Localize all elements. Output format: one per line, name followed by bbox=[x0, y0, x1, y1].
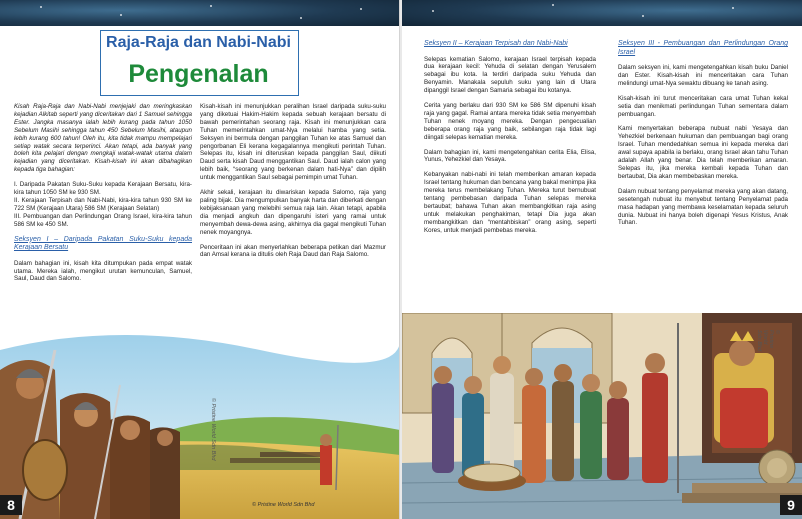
section-3-paragraph-4: Dalam nubuat tentang penyelamat mereka yang akan datang, sesetengah nubuat itu menyebut tentang Penyelamat pada masa hadapan yang membawa keselamatan kepada seluruh dunia. Nubuat ini hanya boleh digenapi Yesus Kristus, Anak Tuhan. bbox=[618, 187, 788, 227]
throne-room-drawing bbox=[402, 313, 802, 519]
section-3-paragraph-3: Kami menyertakan beberapa nubuat nabi Yesaya dan Yehezkiel berkenaan hukuman dan pembuangan bagi orang Israel. Tuhan mendedahkan semua ini kepada mereka dari awal supaya apabila ia berlaku, orang Israel akan tahu Tuhan adalah Allah yang benar. Dia telah memberikan amaran. Selepas itu, jika mereka kembali kepada Tuhan dan bertaubat, Dia akan membebaskan mereka. bbox=[618, 125, 788, 180]
left-column-2 bbox=[200, 103, 386, 266]
section-2-paragraph-4: Kebanyakan nabi-nabi ini telah memberikan amaran kepada Israel tentang hukuman dan bencana yang bakal menimpa jika mereka terus membelakang Tuhan. Mereka turut bernubuat tentang pembebasan daripada Tuhan selepas mereka bertaubat; bahawa Tuhan akan membangkitkan raja asing untuk melakukan penghakiman, tetapi Dia juga akan membangkitkan dan “mentahbiskan” orang asing, seperti Kores, untuk menjadi pembebas mereka. bbox=[424, 171, 596, 234]
page-title: Pengenalan bbox=[128, 60, 269, 88]
army-illustration bbox=[0, 330, 400, 519]
copyright-left: © Pristine World Sdn Bhd bbox=[252, 502, 315, 508]
list-item-1: I. Daripada Pakatan Suku-Suku kepada Kerajaan Bersatu, kira-kira tahun 1050 SM ke 930 SM. bbox=[14, 181, 192, 197]
page-number-left: 8 bbox=[0, 495, 22, 515]
section-1-text: Dalam bahagian ini, kisah kita ditumpukan pada empat watak utama. Mereka ialah, mengikut urutan kemunculan, Samuel, Saul, Daud dan Salomo. bbox=[14, 259, 192, 283]
section-1-paragraph-3: Penceritaan ini akan menyerlahkan beberapa petikan dari Mazmur dan Amsal kerana ia ditulis oleh Raja Daud dan Raja Salomo. bbox=[200, 243, 386, 259]
list-item-2: II. Kerajaan Terpisah dan Nabi-Nabi, kira-kira tahun 930 SM ke 722 SM (Kerajaan Utara) 586 SM (Kerajaan Selatan) bbox=[14, 196, 192, 212]
copyright-vertical-left: © Pristine World Sdn Bhd bbox=[210, 398, 216, 461]
section-2-paragraph-2: Cerita yang berlaku dari 930 SM ke 586 SM dipenuhi kisah raja yang gagal. Ramai antara mereka tidak setia menyembah Tuhan nenek moyang mereka. Dengan pengecualian beberapa orang raja yang baik, sebilangan raja tidak lagi diingati selepas kematian mereka. bbox=[424, 102, 596, 141]
section-2-heading: Seksyen II – Kerajaan Terpisah dan Nabi-Nabi bbox=[424, 40, 568, 47]
right-column-2 bbox=[618, 40, 788, 234]
section-1-paragraph-1: Kisah-kisah ini menunjukkan peralihan Israel daripada suku-suku yang diketuai Hakim-Hakim kepada sebuah kerajaan bersatu di bawah pemerintahan seorang raja. Kisah ini menunjukkan cara Tuhan memerintahkan umat-Nya melalui hamba yang setia. Seksyen ini bermula dengan panggilan Tuhan ke atas Samuel dan pengorbanan Eli kerana kegagalannya mengikuti perintah Tuhan. Selepas itu, kisah ini diteruskan kepada panggilan Saul, diikuti Daud serta kisah Daud menggantikan Saul. Daud ialah calon yang lebih baik, “seorang yang berkenan dalam hati-Nya” dan dipilih untuk menggantikan Saul sebagai pemimpin umat Tuhan. bbox=[200, 103, 386, 182]
section-2-paragraph-3: Dalam bahagian ini, kami mengetengahkan cerita Elia, Elisa, Yunus, Yehezkiel dan Yesaya. bbox=[424, 148, 596, 164]
copyright-vertical-right: © Pristine World Sdn Bhd bbox=[756, 330, 780, 352]
intro-paragraph: Kisah Raja-Raja dan Nabi-Nabi menjejaki dan meringkaskan kejadian Alkitab seperti yang diceritakan dari 1 Samuel sehingga Ester. Jangka masanya ialah lebih kurang pada tahun 1050 Sebelum Masihi sehingga tahun 450 Sebelum Masihi, ataupun lebih kurang 600 tahun! Oleh itu, kita tidak mampu mempelajari setiap watak secara terperinci. Akan tetapi, ada banyak yang boleh kita pelajari dengan mengkaji watak-watak utama dalam kejadian yang diceritakan. Kisah-kisah ini akan dibahagikan kepada tiga bahagian: bbox=[14, 103, 192, 174]
army-scene-drawing bbox=[0, 330, 400, 519]
space-header-band bbox=[0, 0, 400, 26]
left-column-1 bbox=[14, 103, 192, 290]
list-item-3: III. Pembuangan dan Perlindungan Orang Israel, kira-kira tahun 586 SM ke 450 SM. bbox=[14, 212, 192, 228]
section-1-paragraph-2: Akhir sekali, kerajaan itu diwariskan kepada Salomo, raja yang paling bijak. Dia mengumpulkan banyak harta dan diberkati dengan kebijaksanaan yang melebihi semua raja lain. Akan tetapi, apabila dia menjadi angkuh dan dipengaruhi isteri yang ramai untuk menyembah dewa-dewa asing, akhirnya dia gagal mengikuti Tuhan nenek moyangnya. bbox=[200, 189, 386, 236]
throne-room-illustration bbox=[402, 313, 802, 519]
right-page bbox=[402, 0, 802, 519]
section-3-paragraph-2: Kisah-kisah ini turut menceritakan cara umat Tuhan kekal setia dan menikmati perlindungan Tuhan sementara dalam pembuangan. bbox=[618, 94, 788, 118]
section-2-paragraph-1: Selepas kematian Salomo, kerajaan Israel terpisah kepada dua kerajaan kecil: Yehuda di selatan dengan Yerusalem sebagai ibu kota. Ia terdiri daripada suku Yehuda dan Benyamin. Manakala sepuluh suku yang lain di Utara dipanggil Israel dengan Samaria sebagai ibu kotanya. bbox=[424, 55, 596, 95]
space-header-band-right bbox=[402, 0, 802, 26]
right-column-1 bbox=[424, 40, 596, 242]
page-number-right: 9 bbox=[780, 495, 802, 515]
section-1-heading: Seksyen I – Daripada Pakatan Suku-Suku kepada Kerajaan Bersatu bbox=[14, 235, 192, 252]
section-3-heading: Seksyen III - Pembuangan dan Perlindungan Orang Israel bbox=[618, 40, 788, 56]
left-page bbox=[0, 0, 400, 519]
series-title: Raja-Raja dan Nabi-Nabi bbox=[106, 34, 291, 51]
section-3-paragraph-1: Dalam seksyen ini, kami mengetengahkan kisah buku Daniel dan Ester. Kisah-kisah ini menceritakan cara Tuhan melindungi umat-Nya sewaktu dibuang ke tanah asing. bbox=[618, 64, 788, 87]
